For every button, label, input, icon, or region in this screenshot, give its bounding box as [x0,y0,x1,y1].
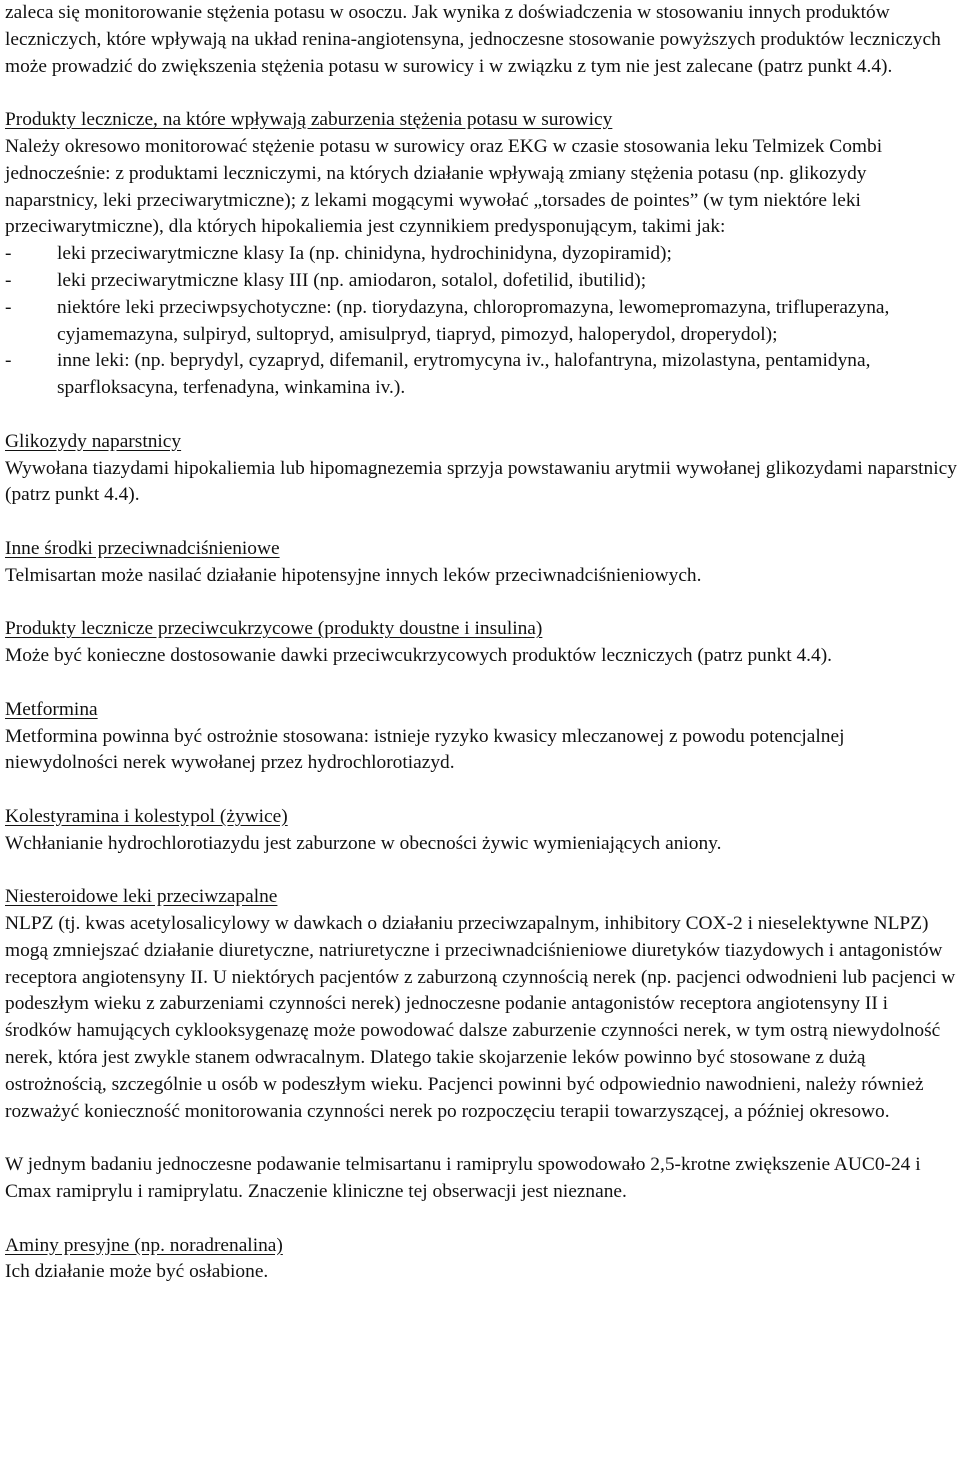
section-antihypertensives [5,536,957,590]
section-heading-resins: Kolestyramina i kolestypol (żywice) [5,805,288,827]
section-body-antihypertensives: Telmisartan może nasilać działanie hipotensyjne innych leków przeciwnadciśnieniowych. [5,564,702,586]
section-body-antidiabetics: Może być konieczne dostosowanie dawki przeciwcukrzycowych produktów leczniczych (patrz punkt 4.4). [5,645,833,667]
list-item [5,295,957,349]
paragraph-gap [5,858,957,885]
paragraph-gap [5,509,957,536]
section-pressor-amines [5,1233,957,1287]
paragraph-gap [5,402,957,429]
section-heading-digitalis: Glikozydy naparstnicy [5,430,182,452]
list-dash: - [5,243,12,265]
section-body-nsaids: NLPZ (tj. kwas acetylosalicylowy w dawkach o działaniu przeciwzapalnym, inhibitory COX-2 i nieselektywne NLPZ) mogą zmniejszać działanie diuretyczne, natriuretyczne i przeciwnadciśnieniowe diuretyków tiazydowych i antagonistów receptora angiotensyny II. U niektórych pacjentów z zaburzoną czynnością nerek (np. pacjenci odwodnieni lub pacjenci w podeszłym wieku z zaburzeniami czynności nerek) jednoczesne podanie antagonistów receptora angiotensyny II i środków hamujących cyklooksygenazę może powodować dalsze zaburzenie czynności nerek, w tym ostrą niewydolność nerek, która jest zwykle stanem odwracalnym. Dlatego takie skojarzenie leków powinno być stosowane z dużą ostrożnością, szczególnie u osób w podeszłym wieku. Pacjenci powinni być odpowiednio nawodnieni, należy również rozważyć konieczność monitorowania czynności nerek po rozpoczęciu terapii towarzyszącej, a później okresowo. [5,913,956,1122]
section-body-metformin: Metformina powinna być ostrożnie stosowana: istnieje ryzyko kwasicy mleczanowej z powodu potencjalnej niewydolności nerek wywołanej przez hydrochlorotiazyd. [5,725,845,774]
list-item [5,268,957,295]
paragraph-gap [5,777,957,804]
section-nsaids [5,884,957,1206]
document-page [5,0,957,1286]
drug-list [5,241,957,402]
paragraph-gap [5,1206,957,1233]
list-item [5,241,957,268]
list-item-text: niektóre leki przeciwpsychotyczne: (np. tiorydazyna, chloropromazyna, lewomepromazyna, trifluperazyna, cyjamemazyna, sulpiryd, sultopryd, amisulpryd, tiapryd, pimozyd, haloperydol, droperydol); [57,296,890,345]
paragraph-gap [5,1125,957,1152]
section-resins [5,804,957,858]
list-dash: - [5,350,12,372]
paragraph-gap [5,590,957,617]
section-heading-nsaids: Niesteroidowe leki przeciwzapalne [5,886,278,908]
section-body-digitalis: Wywołana tiazydami hipokaliemia lub hipomagnezemia sprzyja powstawaniu arytmii wywołanej glikozydami naparstnicy (patrz punkt 4.4). [5,457,957,506]
section-metformin [5,697,957,777]
list-item [5,348,957,402]
section-heading-antidiabetics: Produkty lecznicze przeciwcukrzycowe (produkty doustne i insulina) [5,618,543,640]
section-body-resins: Wchłanianie hydrochlorotiazydu jest zaburzone w obecności żywic wymieniających aniony. [5,832,722,854]
list-dash: - [5,296,12,318]
list-item-text: leki przeciwarytmiczne klasy III (np. amiodaron, sotalol, dofetilid, ibutilid); [57,269,647,291]
section-body-potassium: Należy okresowo monitorować stężenie potasu w surowicy oraz EKG w czasie stosowania leku Telmizek Combi jednocześnie: z produktami leczniczymi, na których działanie wpływają zmiany stężenia potasu (np. glikozydy naparstnicy, leki przeciwarytmiczne); z lekami mogącymi wywołać „torsades de pointes” (w tym niektóre leki przeciwarytmiczne), dla których hipokaliemia jest czynnikiem predysponującym, takimi jak: [5,135,883,238]
section-body-pressor-amines: Ich działanie może być osłabione. [5,1261,269,1283]
section-potassium [5,107,957,402]
section-heading-metformin: Metformina [5,698,98,720]
paragraph-gap [5,670,957,697]
section-heading-antihypertensives: Inne środki przeciwnadciśnieniowe [5,537,280,559]
list-dash: - [5,269,12,291]
section-heading-pressor-amines: Aminy presyjne (np. noradrenalina) [5,1234,283,1256]
section-digitalis [5,429,957,509]
intro-paragraph: zaleca się monitorowanie stężenia potasu w osoczu. Jak wynika z doświadczenia w stosowaniu innych produktów leczniczych, które wpływają na układ renina-angiotensyna, jednoczesne stosowanie powyższych produktów leczniczych może prowadzić do zwiększenia stężenia potasu w surowicy i w związku z tym nie jest zalecane (patrz punkt 4.4). [5,2,941,77]
list-item-text: inne leki: (np. beprydyl, cyzapryd, difemanil, erytromycyna iv., halofantryna, mizolastyna, pentamidyna, sparfloksacyna, terfenadyna, winkamina iv.). [57,350,871,399]
paragraph-gap [5,80,957,107]
list-item-text: leki przeciwarytmiczne klasy Ia (np. chinidyna, hydrochinidyna, dyzopiramid); [57,243,672,265]
section-study-paragraph: W jednym badaniu jednoczesne podawanie telmisartanu i ramiprylu spowodowało 2,5-krotne zwiększenie AUC0-24 i Cmax ramiprylu i ramiprylatu. Znaczenie kliniczne tej obserwacji jest nieznane. [5,1154,921,1203]
section-antidiabetics [5,616,957,670]
section-heading-potassium: Produkty lecznicze, na które wpływają zaburzenia stężenia potasu w surowicy [5,109,613,131]
